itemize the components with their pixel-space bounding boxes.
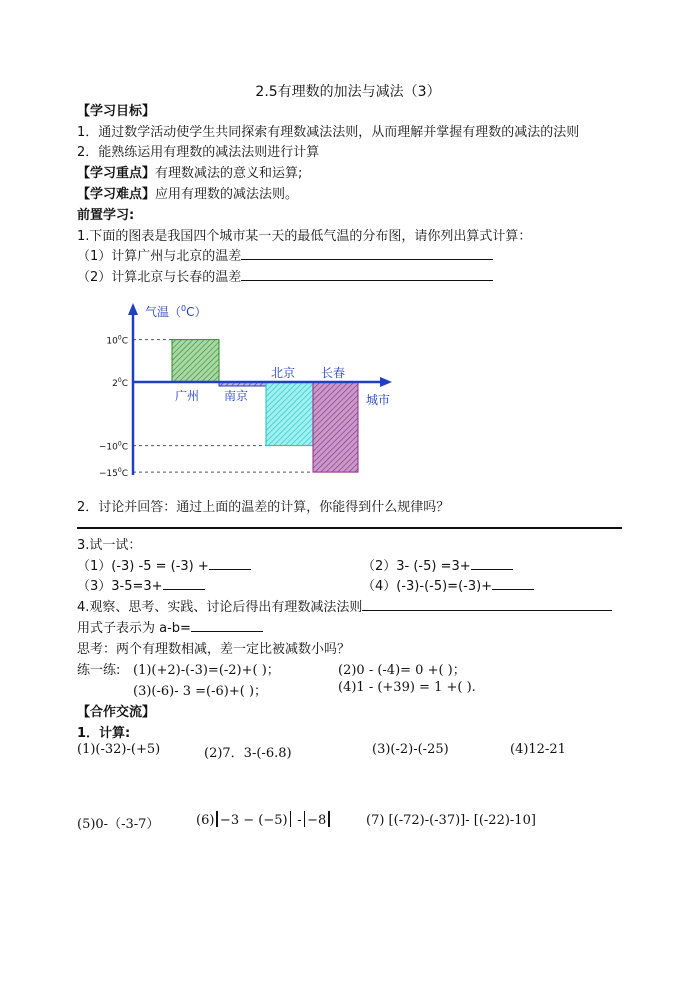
preview-q1b-text: （2）计算北京与长春的温差 [77,270,242,285]
focus-line [77,162,302,181]
bars [172,340,358,473]
category-label: 北京 [271,366,296,380]
y-tick-label: $-15^0C$ [98,467,128,480]
x-axis-arrow [380,377,392,387]
calc-7: (7) [(-72)-(-37)]- [(-22)-10] [366,813,536,828]
answer-blank[interactable] [241,268,493,281]
focus-label: 【学习重点】 [77,166,156,181]
calc-4: (4)12-21 [510,742,566,757]
difficulty-line [77,183,298,202]
abs-bar [290,811,292,827]
calc-6 [196,811,332,828]
objective-1: 1．通过数学活动使学生共同探索有理数减法法则，从而理解并掌握有理数的减法的法则 [77,125,580,140]
coop-heading: 【合作交流】 [77,705,156,720]
tryit-c-text: （3）3-5=3+ [77,579,163,594]
y-axis-label: 气温（$^0$C） [145,304,207,319]
answer-blank[interactable] [163,577,205,590]
practice-3: (3)(-6)- 3 =(-6)+( )； [133,684,268,699]
answer-blank[interactable] [492,577,534,590]
bar [266,382,313,446]
page-title: 2.5有理数的加法与减法（3） [255,84,441,100]
calc-3: (3)(-2)-(-25) [372,742,449,757]
answer-blank[interactable] [241,247,493,260]
rule-formula-text: 用式子表示为 a-b= [77,621,191,636]
temperature-chart [90,295,420,480]
practice-4: (4)1 - (+39) = 1 +( ). [338,680,476,695]
preview-q2: 2．讨论并回答：通过上面的温差的计算，你能得到什么规律吗？ [77,500,450,515]
rule-formula [77,617,263,636]
difficulty-text: 应用有理数的减法法则。 [155,187,299,202]
rule-think: 思考：两个有理数相减，差一定比被减数小吗？ [77,642,351,657]
calc-label: 1．计算: [77,726,131,741]
calc-6-mid: - [297,813,302,828]
abs-bar [304,811,306,827]
tryit-b-text: （2）3- (-5) =3+ [362,559,471,574]
preview-q1b [77,266,493,285]
calc-6-inner2: −8 [307,813,327,828]
tryit-a [77,555,251,574]
tryit-heading: 3.试一试： [77,538,142,553]
calc-5: (5)0-（-3-7） [77,817,160,832]
answer-blank[interactable] [209,557,251,570]
rule-line [77,596,612,615]
answer-blank[interactable] [191,619,263,632]
calc-2: (2)7．3-(-6.8) [204,746,292,761]
preview-heading: 前置学习: [77,208,135,223]
bar [172,340,219,382]
calc-1: (1)(-32)-(+5) [77,742,161,757]
calc-6-prefix: (6) [196,813,215,828]
y-tick-label: $2^0C$ [112,377,128,389]
focus-text: 有理数减法的意义和运算; [155,166,303,181]
tryit-a-text: （1）(-3) -5 = (-3) + [77,559,209,574]
rule-line-text: 4.观察、思考、实践、讨论后得出有理数减法法则 [77,600,363,615]
preview-q1: 1.下面的图表是我国四个城市某一天的最低气温的分布图，请你列出算式计算： [77,229,532,244]
tryit-d [362,575,534,594]
preview-q1a-text: （1）计算广州与北京的温差 [77,249,242,264]
abs-bar [328,811,330,827]
answer-blank[interactable] [362,598,612,611]
objective-2: 2．能熟练运用有理数的减法法则进行计算 [77,145,320,160]
practice-1: (1)(+2)-(-3)=(-2)+( )； [133,663,280,678]
calc-6-inner: −3 − (−5) [219,813,288,828]
section-divider [77,527,622,529]
tryit-d-text: （4）(-3)-(-5)=(-3)+ [362,579,493,594]
category-label: 广州 [175,389,200,403]
category-label: 南京 [224,389,249,403]
practice-2: (2)0 - (-4)= 0 +( )； [338,663,466,678]
objectives-heading: 【学习目标】 [77,104,156,119]
y-axis-arrow [128,303,138,315]
abs-bar [216,811,218,827]
practice-label: 练一练: [77,663,121,678]
answer-blank[interactable] [471,557,513,570]
tryit-b [362,555,513,574]
preview-q1a [77,245,493,264]
x-axis-label: 城市 [366,393,391,407]
bar [313,382,358,472]
y-tick-label: $-10^0C$ [98,440,128,453]
difficulty-label: 【学习难点】 [77,187,156,202]
category-label: 长春 [321,366,346,380]
y-tick-label: $10^0C$ [106,334,128,347]
tryit-c [77,575,205,594]
